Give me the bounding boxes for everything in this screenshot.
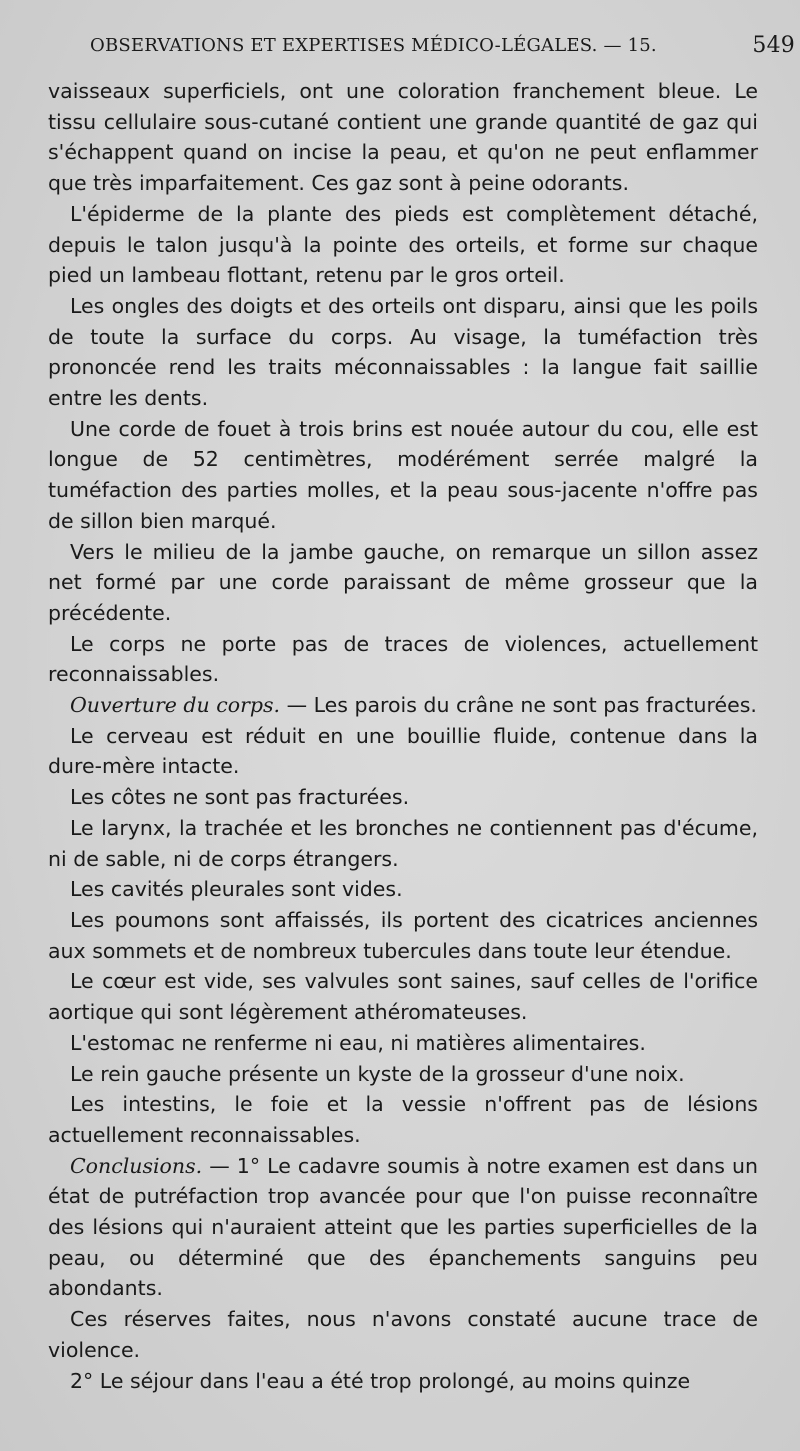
paragraph-text: Les intestins, le foie et la vessie n'offrent pas de lésions actuellement reconnaissables. xyxy=(48,1092,758,1147)
paragraph xyxy=(48,1059,758,1090)
paragraph-text: Le rein gauche présente un kyste de la grosseur d'une noix. xyxy=(70,1061,685,1086)
section-heading: Ouverture du corps. xyxy=(70,693,281,718)
paragraph xyxy=(48,1304,758,1365)
paragraph xyxy=(48,1028,758,1059)
paragraph xyxy=(48,414,758,537)
paragraph xyxy=(48,874,758,905)
paragraph xyxy=(48,782,758,813)
paragraph xyxy=(48,629,758,690)
page-number: 549 xyxy=(752,33,795,58)
paragraph-text: L'épiderme de la plante des pieds est complètement détaché, depuis le talon jusqu'à la pointe des orteils, et forme sur chaque pied un lambeau flottant, retenu par le gros orteil. xyxy=(48,201,758,288)
paragraph xyxy=(48,199,758,291)
paragraph-text: Les poumons sont affaissés, ils portent des cicatrices anciennes aux sommets et de nombreux tubercules dans toute leur étendue. xyxy=(48,907,758,963)
page-body xyxy=(48,76,758,1396)
paragraph xyxy=(48,966,758,1027)
paragraph-text: vaisseaux superficiels, ont une coloration franchement bleue. Le tissu cellulaire sous-cutané contient une grande quantité de gaz qui s'échappent quand on incise la peau, et qu'on ne peut enflammer que très imparfaitement. Ces gaz sont à peine odorants. xyxy=(48,79,758,196)
paragraph xyxy=(48,813,758,874)
paragraph xyxy=(48,690,758,721)
page-header xyxy=(90,35,795,63)
paragraph-text: L'estomac ne renferme ni eau, ni matières alimentaires. xyxy=(70,1030,646,1055)
paragraph-text: Ces réserves faites, nous n'avons constaté aucune trace de violence. xyxy=(48,1307,758,1362)
paragraph-text: Le cerveau est réduit en une bouillie fluide, contenue dans la dure-mère intacte. xyxy=(48,723,758,779)
paragraph-text: Les côtes ne sont pas fracturées. xyxy=(70,785,410,810)
paragraph-text: Vers le milieu de la jambe gauche, on remarque un sillon assez net formé par une corde paraissant de même grosseur que la précédente. xyxy=(48,539,758,625)
paragraph-text: Le larynx, la trachée et les bronches ne contiennent pas d'écume, ni de sable, ni de corps étrangers. xyxy=(48,815,758,871)
paragraph xyxy=(48,1366,758,1397)
running-title: OBSERVATIONS ET EXPERTISES MÉDICO-LÉGALES. — 15. xyxy=(90,35,657,56)
paragraph-text: Le corps ne porte pas de traces de violences, actuellement reconnaissables. xyxy=(48,631,758,687)
paragraph-text: Le cœur est vide, ses valvules sont saines, sauf celles de l'orifice aortique qui sont légèrement athéromateuses. xyxy=(48,969,758,1025)
section-heading: Conclusions. xyxy=(70,1153,203,1178)
paragraph xyxy=(48,1151,758,1305)
paragraph-text: Une corde de fouet à trois brins est nouée autour du cou, elle est longue de 52 centimètres, modérément serrée malgré la tuméfaction des parties molles, et la peau sous-jacente n'offre pas de sillon bien marqué. xyxy=(48,416,758,533)
paragraph xyxy=(48,721,758,782)
paragraph xyxy=(48,537,758,629)
paragraph xyxy=(48,76,758,199)
paragraph xyxy=(48,291,758,414)
paragraph-text: — 1° Le cadavre soumis à notre examen est dans un état de putréfaction trop avancée pour que l'on puisse reconnaître des lésions qui n'auraient atteint que les parties superficielles de la peau, ou déterminé que des épanchements sanguins peu abondants. xyxy=(48,1153,758,1301)
paragraph-text: — Les parois du crâne ne sont pas fracturées. xyxy=(280,693,757,718)
paragraph-text: 2° Le séjour dans l'eau a été trop prolongé, au moins quinze xyxy=(70,1368,691,1393)
paragraph xyxy=(48,1089,758,1150)
paragraph xyxy=(48,905,758,966)
paragraph-text: Les cavités pleurales sont vides. xyxy=(70,877,403,902)
paragraph-text: Les ongles des doigts et des orteils ont disparu, ainsi que les poils de toute la surface du corps. Au visage, la tuméfaction très prononcée rend les traits méconnaissables : la langue fait saillie entre les dents. xyxy=(48,293,758,411)
